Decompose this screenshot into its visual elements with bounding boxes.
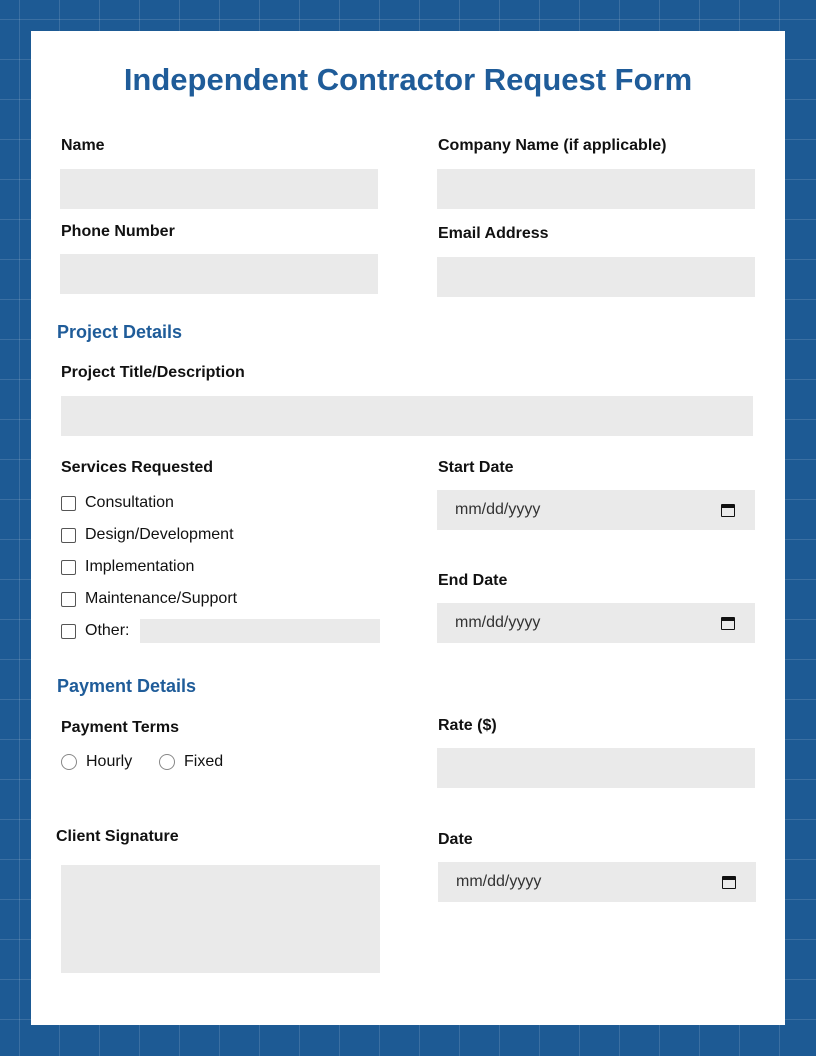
project-title-label: Project Title/Description	[61, 364, 245, 381]
design-development-checkbox[interactable]	[61, 528, 76, 543]
client-signature-label: Client Signature	[56, 828, 179, 845]
service-option-label: Other:	[85, 622, 130, 639]
email-label: Email Address	[438, 225, 549, 242]
consultation-checkbox[interactable]	[61, 496, 76, 511]
end-date-label: End Date	[438, 572, 508, 589]
hourly-radio[interactable]	[61, 754, 77, 770]
phone-input[interactable]	[60, 254, 378, 294]
service-option-maintenance-support[interactable]	[61, 590, 237, 608]
email-input[interactable]	[437, 257, 755, 297]
start-date-label: Start Date	[438, 459, 514, 476]
calendar-icon[interactable]	[722, 875, 736, 889]
rate-label: Rate ($)	[438, 717, 497, 734]
project-title-input[interactable]	[61, 396, 753, 436]
signature-date-input[interactable]	[438, 862, 756, 902]
service-option-label: Implementation	[85, 558, 195, 575]
payment-option-hourly[interactable]	[61, 753, 132, 771]
payment-terms-label: Payment Terms	[61, 719, 179, 736]
name-label: Name	[61, 137, 105, 154]
service-option-consultation[interactable]	[61, 494, 174, 512]
other-checkbox[interactable]	[61, 624, 76, 639]
signature-date-placeholder: mm/dd/yyyy	[456, 873, 542, 890]
payment-option-fixed[interactable]	[159, 753, 223, 771]
end-date-placeholder: mm/dd/yyyy	[455, 614, 541, 631]
name-input[interactable]	[60, 169, 378, 209]
service-option-design-development[interactable]	[61, 526, 234, 544]
implementation-checkbox[interactable]	[61, 560, 76, 575]
payment-option-label: Hourly	[86, 753, 133, 770]
payment-details-heading: Payment Details	[57, 676, 197, 696]
company-name-label: Company Name (if applicable)	[438, 137, 667, 154]
phone-label: Phone Number	[61, 223, 175, 240]
calendar-icon[interactable]	[721, 503, 735, 517]
start-date-placeholder: mm/dd/yyyy	[455, 501, 541, 518]
service-option-implementation[interactable]	[61, 558, 194, 576]
maintenance-support-checkbox[interactable]	[61, 592, 76, 607]
payment-option-label: Fixed	[184, 753, 224, 770]
signature-date-label: Date	[438, 831, 473, 848]
form-page	[31, 31, 785, 1025]
calendar-icon[interactable]	[721, 616, 735, 630]
service-option-label: Design/Development	[85, 526, 234, 543]
other-service-input[interactable]	[140, 619, 380, 643]
end-date-input[interactable]	[437, 603, 755, 643]
service-option-other[interactable]	[61, 622, 129, 640]
form-title: Independent Contractor Request Form	[123, 62, 693, 97]
service-option-label: Maintenance/Support	[85, 590, 238, 607]
services-label: Services Requested	[61, 459, 214, 476]
client-signature-box[interactable]	[61, 865, 380, 973]
project-details-heading: Project Details	[57, 322, 183, 342]
service-option-label: Consultation	[85, 494, 174, 511]
start-date-input[interactable]	[437, 490, 755, 530]
fixed-radio[interactable]	[159, 754, 175, 770]
company-name-input[interactable]	[437, 169, 755, 209]
rate-input[interactable]	[437, 748, 755, 788]
